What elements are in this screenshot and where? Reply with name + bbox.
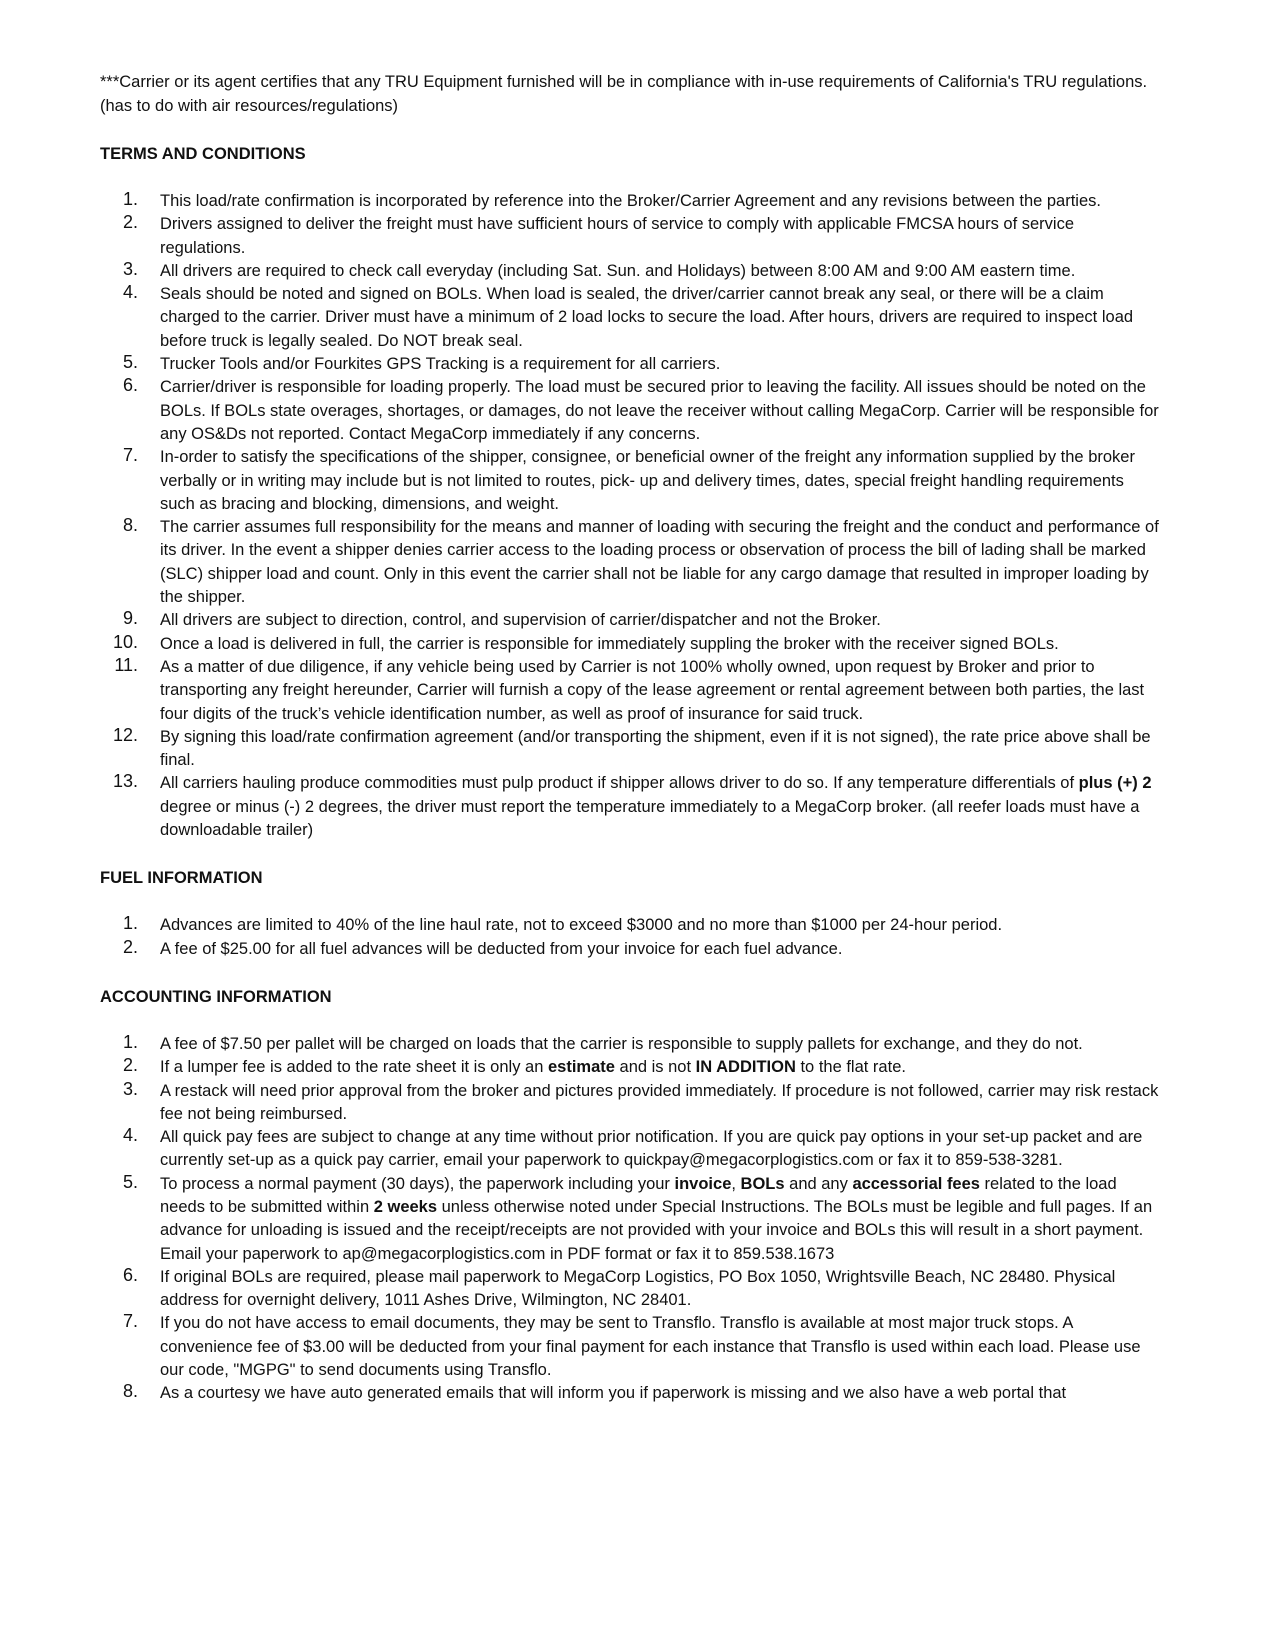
list-item-text [160,658,1144,723]
list-item-number: 10. [112,631,138,652]
list-item-text [160,378,1159,443]
list-item-number: 11. [114,654,138,675]
list-item-number: 2. [122,936,138,957]
list-item-number: 13. [112,771,138,792]
text-run: to the flat rate. [795,1058,906,1077]
list-item [100,283,1160,353]
list-item-text [160,774,1152,839]
list-item [100,609,1160,632]
list-item-number: 7. [122,445,138,466]
list-item [100,1033,1160,1056]
list-item-number: 7. [122,1311,138,1332]
list-item-number: 8. [122,515,138,536]
text-run: Trucker Tools and/or Fourkites GPS Tracking is a requirement for all carriers. [160,355,721,374]
section-heading: ACCOUNTING INFORMATION [100,987,332,1006]
list-item-number: 4. [122,1125,138,1146]
list-item [100,376,1160,446]
list-item-number: 1. [122,1031,138,1052]
text-run: related to the load needs to be submitted within [160,1174,1117,1216]
list-item-number: 5. [122,352,138,373]
text-run: If you do not have access to email documents, they may be sent to Transflo. Transflo is available at most major truck stops. A convenience fee of $3.00 will be deducted from your final payment for each instance that Transflo is used within each load. Please use our code, "MGPG" to send documents using Transflo. [160,1314,1141,1380]
text-run: All drivers are required to check call everyday (including Sat. Sun. and Holidays) between 8:00 AM and 9:00 AM eastern time. [160,261,1076,280]
list-item-text [160,916,1002,934]
list-item-text [160,611,881,629]
list-item-text [160,728,1151,769]
document-page [100,70,1160,1430]
list-item-number: 6. [122,375,138,396]
list-item-text [160,1058,906,1076]
list-item-number: 1. [122,189,138,209]
list-item-number: 5. [122,1171,138,1192]
text-run: To process a normal payment (30 days), the paperwork including your [160,1174,675,1193]
text-run: Once a load is delivered in full, the carrier is responsible for immediately suppling the broker with the receiver signed BOLs. [160,634,1059,653]
list-item-text [160,1082,1158,1123]
text-run: The carrier assumes full responsibility for the means and manner of loading with securing the freight and the conduct and performance of its driver. In the event a shipper denies carrier access to the loading process or observation of process the bill of lading shall be marked (SLC) shipper load and count. Only in this event the carrier shall not be liable for any cargo damage that resulted in improper loading by the shipper. [160,518,1159,607]
section-heading: FUEL INFORMATION [100,869,263,888]
text-run: If a lumper fee is added to the rate sheet it is only an [160,1058,548,1077]
list-item [100,726,1160,773]
text-run: A restack will need prior approval from the broker and pictures provided immediately. If procedure is not followed, carrier may risk restack fee not being reimbursed. [160,1081,1159,1123]
list-item-number: 8. [122,1381,138,1402]
list-item-text [160,1175,1152,1263]
fuel-information-section [100,866,1160,961]
list-item [100,446,1160,516]
list-item-number: 3. [122,1078,138,1099]
list-item-text [160,1314,1141,1379]
list-item-text [160,448,1135,513]
accounting-information-list [100,1033,1160,1406]
list-item [100,1126,1160,1173]
accounting-information-section [100,985,1160,1406]
list-item-number: 3. [122,258,138,279]
list-item-number: 2. [122,212,138,233]
emphasis-text: plus (+) 2 [1078,774,1152,793]
text-run: A fee of $7.50 per pallet will be charged on loads that the carrier is responsible to supply pallets for exchange, and they do not. [160,1034,1083,1053]
list-item [100,1266,1160,1313]
list-item [100,516,1160,609]
text-run: By signing this load/rate confirmation agreement (and/or transporting the shipment, even if it is not signed), the rate price above shall be final. [160,727,1151,770]
text-run: All quick pay fees are subject to change at any time without prior notification. If you are quick pay options in your set-up packet and are currently set-up as a quick pay carrier, email your paperwork to quickpay@megacorplogistics.com or fax it to 859-538-3281. [160,1128,1143,1170]
list-item-text [160,1384,1066,1402]
text-run: and any [784,1174,853,1193]
list-item-text [160,355,720,373]
list-item-text [160,518,1159,606]
list-item [100,1382,1160,1405]
list-item-text [160,285,1133,350]
text-run: All drivers are subject to direction, control, and supervision of carrier/dispatcher and not the Broker. [160,611,881,630]
list-item-text [160,1035,1083,1053]
text-run: In-order to satisfy the specifications of the shipper, consignee, or beneficial owner of the freight any information supplied by the broker verbally or in writing may include but is not limited to routes, pick- up and delivery times, dates, special freight handling requirements such as bracing and blocking, dimensions, and weight. [160,448,1135,513]
text-run: Drivers assigned to deliver the freight must have sufficient hours of service to comply with applicable FMCSA hours of service regulations. [160,215,1075,257]
list-item [100,213,1160,260]
emphasis-text: IN ADDITION [695,1058,796,1077]
text-run: degree or minus (-) 2 degrees, the driver must report the temperature immediately to a MegaCorp broker. (all reefer loads must have a downloadable trailer) [160,797,1140,840]
list-item [100,633,1160,656]
list-item-text [160,1128,1142,1169]
list-item-number: 9. [122,608,138,629]
list-item-number: 4. [122,282,138,303]
text-run: Carrier/driver is responsible for loading properly. The load must be secured prior to leaving the facility. All issues should be noted on the BOLs. If BOLs state overages, shortages, or damages, do not leave the receiver without calling MegaCorp. Carrier will be responsible for any OS&Ds not reported. Contact MegaCorp immediately if any concerns. [160,378,1159,443]
list-item [100,1173,1160,1266]
list-item-text [160,1268,1115,1309]
list-item [100,772,1160,842]
text-run: unless otherwise noted under Special Instructions. The BOLs must be legible and full pages. If an advance for unloading is issued and the receipt/receipts are not provided with your invoice and BOLs this will result in a short payment. Email your paperwork to ap@megacorplogistics.com in PDF format or fax it to 859.538.1673 [160,1197,1153,1263]
list-item-number: 6. [122,1264,138,1285]
emphasis-text: accessorial fees [852,1174,980,1193]
list-item-text [160,215,1074,256]
list-item [100,1056,1160,1079]
text-run: As a matter of due diligence, if any vehicle being used by Carrier is not 100% wholly owned, upon request by Broker and prior to transporting any freight hereunder, Carrier will furnish a copy of the lease agreement or rental agreement between both parties, the last four digits of the truck’s vehicle identification number, as well as proof of insurance for said truck. [160,657,1145,723]
fuel-information-list [100,914,1160,961]
terms-and-conditions-list [100,190,1160,842]
list-item-number: 1. [122,913,138,934]
list-item-number: 2. [122,1055,138,1076]
list-item [100,938,1160,961]
section-heading: TERMS AND CONDITIONS [100,145,306,163]
list-item [100,1080,1160,1127]
text-run: If original BOLs are required, please mail paperwork to MegaCorp Logistics, PO Box 1050, Wrightsville Beach, NC 28480. Physical address for overnight delivery, 1011 Ashes Drive, Wilmington, NC 28401. [160,1267,1116,1310]
list-item [100,260,1160,283]
list-item-text [160,192,1101,210]
list-item-text [160,262,1075,280]
emphasis-text: BOLs [740,1174,785,1193]
text-run: As a courtesy we have auto generated emails that will inform you if paperwork is missing and we also have a web portal that [160,1384,1067,1403]
list-item [100,656,1160,726]
list-item-text [160,940,842,958]
text-run: This load/rate confirmation is incorporated by reference into the Broker/Carrier Agreement and any revisions between the parties. [160,192,1101,210]
list-item [100,190,1160,213]
text-run: Advances are limited to 40% of the line haul rate, not to exceed $3000 and no more than $1000 per 24-hour period. [160,916,1003,935]
list-item [100,914,1160,937]
text-run: , [731,1174,741,1193]
emphasis-text: estimate [547,1058,615,1077]
text-run: Seals should be noted and signed on BOLs. When load is sealed, the driver/carrier cannot break any seal, or there will be a claim charged to the carrier. Driver must have a minimum of 2 load locks to secure the load. After hours, drivers are required to inspect load before truck is legally sealed. Do NOT break seal. [160,285,1134,350]
text-run: and is not [614,1058,696,1077]
emphasis-text: 2 weeks [373,1197,438,1216]
text-run: All carriers hauling produce commodities must pulp product if shipper allows driver to do so. If any temperature differentials of [160,774,1079,793]
list-item-text [160,635,1059,653]
sections-container [100,142,1160,1406]
list-item-number: 12. [112,724,138,745]
tru-certification-note: ***Carrier or its agent certifies that any TRU Equipment furnished will be in compliance with in-use requirements of California's TRU regulations. (has to do with air resources/regulations) [100,73,1148,115]
list-item [100,1312,1160,1382]
text-run: A fee of $25.00 for all fuel advances will be deducted from your invoice for each fuel advance. [160,939,843,958]
emphasis-text: invoice [674,1174,732,1193]
terms-and-conditions-section [100,142,1160,842]
list-item [100,353,1160,376]
